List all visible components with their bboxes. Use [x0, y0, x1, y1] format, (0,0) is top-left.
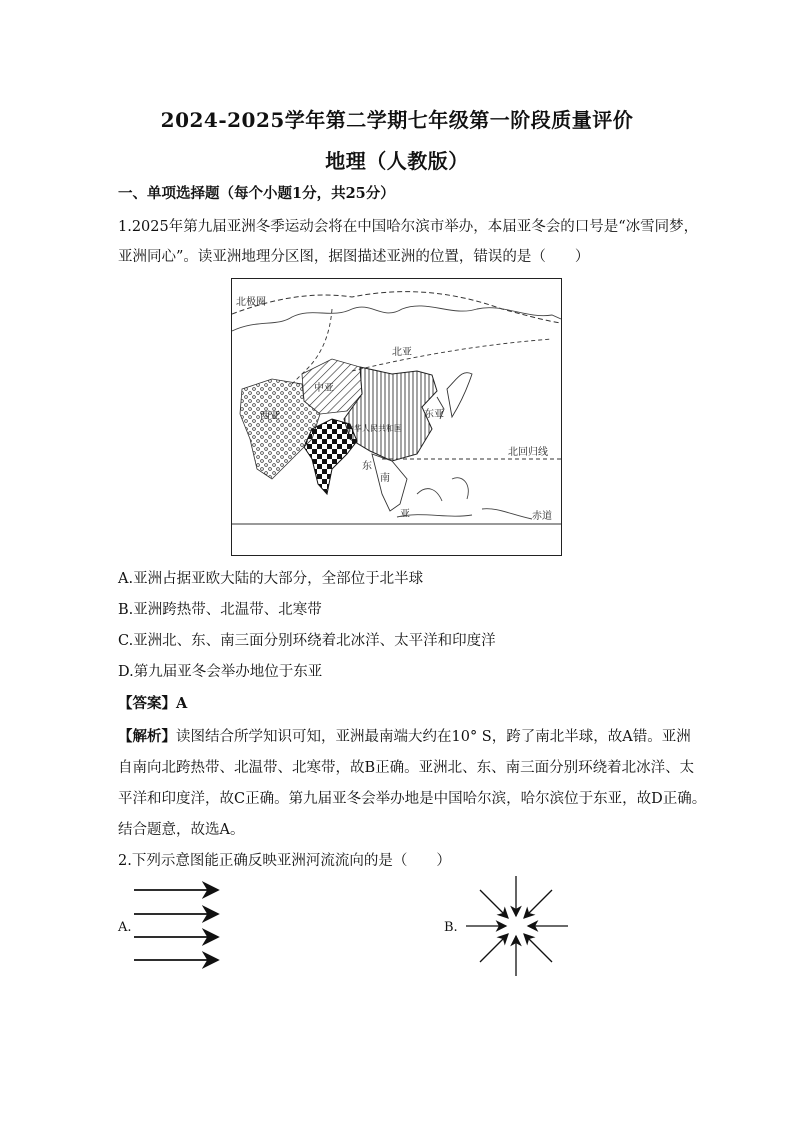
q2-option-a-label: A. — [118, 920, 132, 935]
map-label-equator: 赤道 — [532, 511, 552, 522]
arrow-diagonal-icon — [524, 934, 552, 962]
southeast-asia-islands — [397, 478, 532, 519]
arrow-diagonal-icon — [480, 890, 508, 918]
page-title: 2024-2025学年第二学期七年级第一阶段质量评价 — [160, 108, 634, 132]
q1-answer: 【答案】A — [118, 695, 188, 712]
section-heading: 一、单项选择题（每个小题1分，共25分） — [118, 185, 395, 202]
q2-option-b-label: B. — [444, 920, 458, 935]
map-label-se-asia: 亚 — [400, 509, 410, 520]
q1-analysis-line1 — [118, 727, 691, 747]
map-label-se-east: 东 — [362, 461, 372, 472]
q2-option-b-diagram — [462, 874, 572, 978]
q1-stem-line1: 1.2025年第九届亚洲冬季运动会将在中国哈尔滨市举办，本届亚冬会的口号是“冰雪同梦， — [118, 219, 699, 235]
q1-option-c: C.亚洲北、东、南三面分别环绕着北冰洋、太平洋和印度洋 — [118, 633, 496, 649]
map-label-west-asia: 西亚 — [260, 411, 280, 422]
page-subtitle: 地理（人教版） — [325, 149, 469, 173]
asia-region-map — [231, 278, 562, 556]
q1-option-a: A.亚洲占据亚欧大陆的大部分，全部位于北半球 — [118, 571, 424, 587]
map-label-east-asia: 东亚 — [424, 409, 444, 420]
q2-stem: 2.下列示意图能正确反映亚洲河流流向的是（ ） — [118, 853, 451, 869]
q1-analysis-line3: 平洋和印度洋，故C正确。第九届亚冬会举办地是中国哈尔滨，哈尔滨位于东亚，故D正确。 — [118, 791, 707, 807]
arrow-diagonal-icon — [480, 934, 508, 962]
map-label-arctic-circle: 北极圈 — [236, 297, 266, 308]
q1-analysis-line2: 自南向北跨热带、北温带、北寒带，故B正确。亚洲北、东、南三面分别环绕着北冰洋、太 — [118, 760, 695, 776]
north-coastline — [232, 306, 561, 331]
map-label-tropic-of-cancer: 北回归线 — [508, 447, 548, 458]
q1-stem-line2: 亚洲同心”。读亚洲地理分区图，据图描述亚洲的位置，错误的是（ ） — [118, 249, 590, 265]
map-label-se-south: 南 — [380, 473, 390, 484]
analysis-tag: 【解析】 — [118, 728, 176, 745]
q1-option-b: B.亚洲跨热带、北温带、北寒带 — [118, 602, 322, 618]
analysis-text: 读图结合所学知识可知，亚洲最南端大约在10° S，跨了南北半球，故A错。亚洲 — [176, 729, 691, 745]
map-label-china: 中华人民共和国 — [346, 424, 402, 433]
arrow-diagonal-icon — [524, 890, 552, 918]
map-label-central-asia: 中亚 — [314, 383, 334, 394]
q1-option-d: D.第九届亚冬会举办地位于东亚 — [118, 664, 323, 680]
arctic-circle-line — [232, 292, 561, 323]
q2-option-a-diagram — [130, 880, 225, 970]
q1-analysis-line4: 结合题意，故选A。 — [118, 822, 245, 838]
map-label-north-asia: 北亚 — [392, 347, 412, 358]
